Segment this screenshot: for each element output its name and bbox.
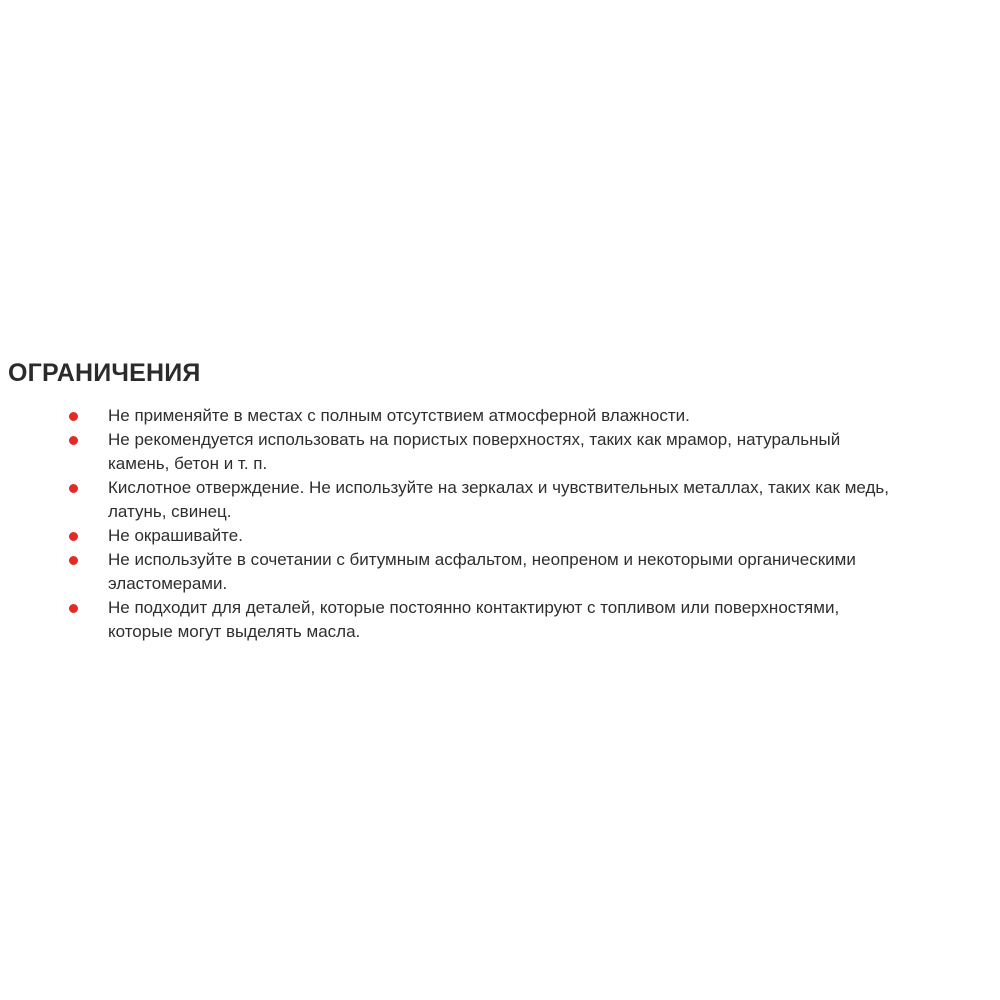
- bullet-icon: [69, 484, 78, 493]
- bullet-icon: [69, 604, 78, 613]
- list-item-text: Не рекомендуется использовать на пористых поверхностях, таких как мрамор, натуральный камень, бетон и т. п.: [108, 430, 841, 473]
- list-item: [8, 524, 998, 548]
- list-item-text: Не используйте в сочетании с битумным асфальтом, неопреном и некоторыми органическими эластомерами.: [108, 550, 856, 593]
- list-item: [8, 428, 998, 476]
- list-item-text: Не применяйте в местах с полным отсутствием атмосферной влажности.: [108, 406, 690, 425]
- list-item: [8, 548, 998, 596]
- restrictions-section: [8, 358, 998, 644]
- list-item: [8, 404, 998, 428]
- list-item: [8, 596, 998, 644]
- bullet-icon: [69, 412, 78, 421]
- list-item-text: Не окрашивайте.: [108, 526, 243, 545]
- bullet-icon: [69, 556, 78, 565]
- bullet-icon: [69, 532, 78, 541]
- list-item-text: Не подходит для деталей, которые постоянно контактируют с топливом или поверхностями, которые могут выделять масла.: [108, 598, 840, 641]
- bullet-icon: [69, 436, 78, 445]
- list-item-text: Кислотное отверждение. Не используйте на зеркалах и чувствительных металлах, таких как медь, латунь, свинец.: [108, 478, 889, 521]
- section-title: ОГРАНИЧЕНИЯ: [8, 359, 201, 387]
- list-item: [8, 476, 998, 524]
- restrictions-list: [8, 404, 998, 644]
